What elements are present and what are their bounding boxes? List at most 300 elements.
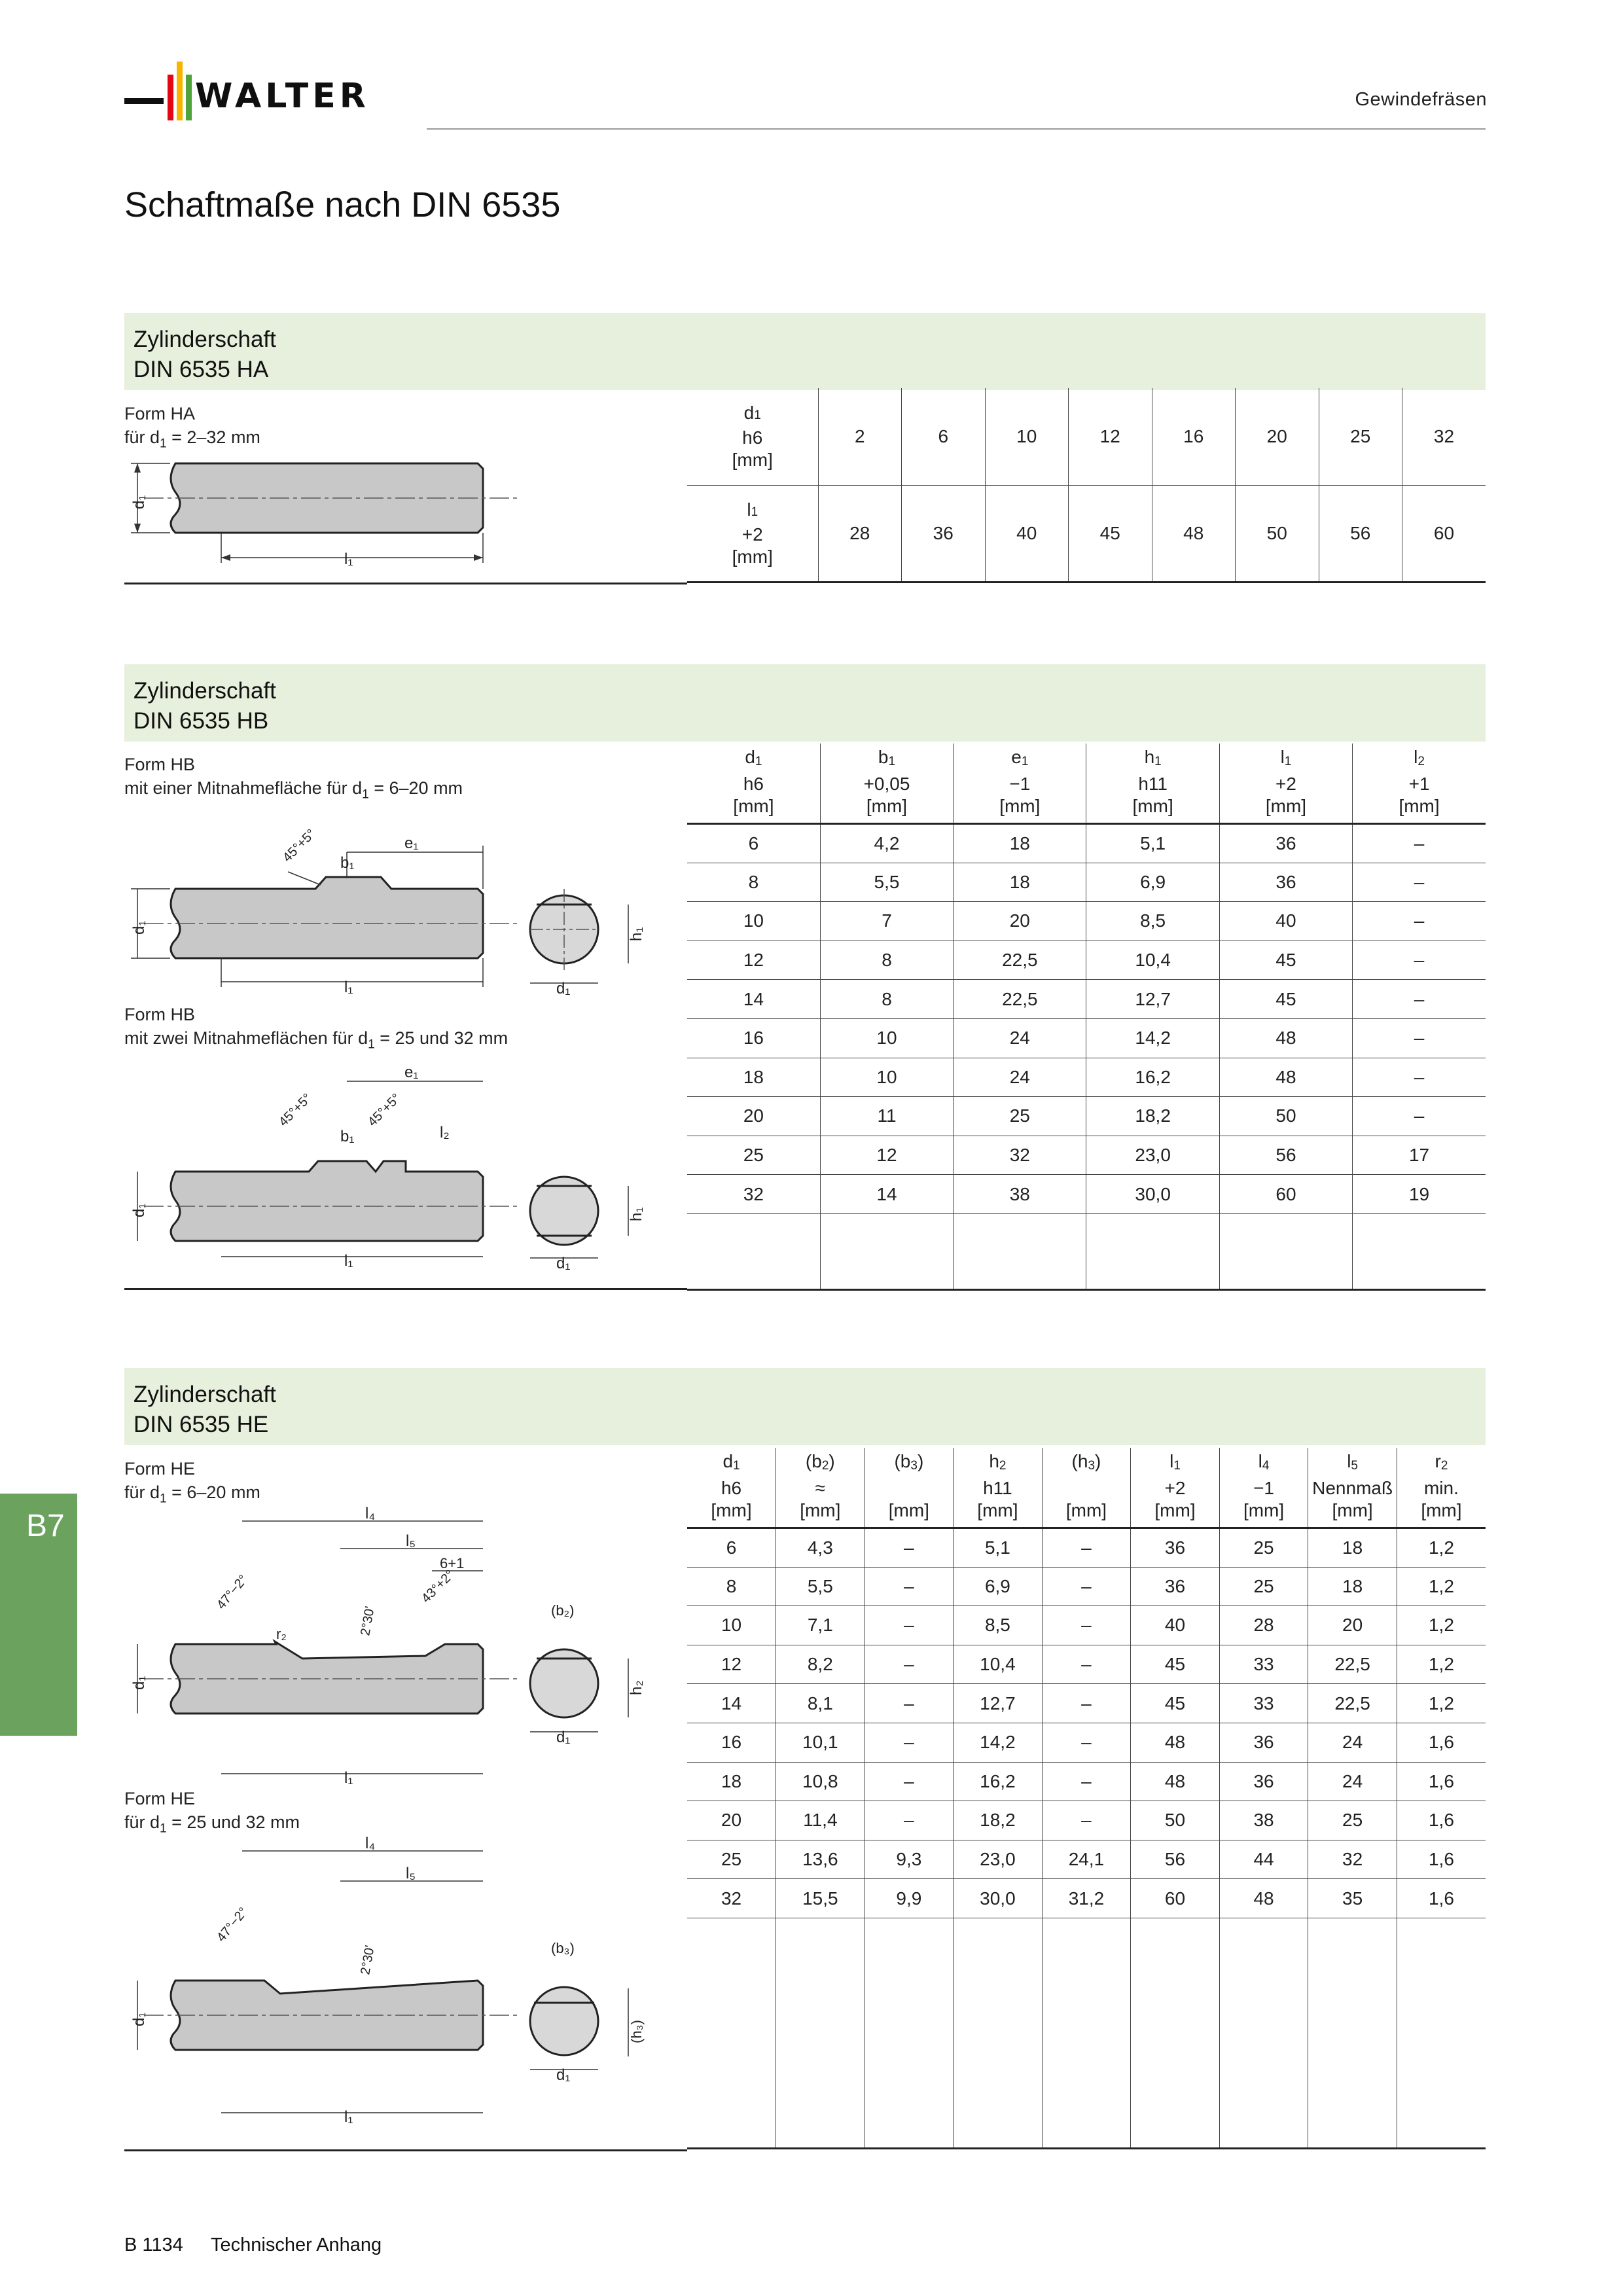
form-hb2-label <box>124 1003 508 1056</box>
table-cell: 36 <box>1219 824 1352 863</box>
form-he2-note: für $d_1 = 25$ und 32 mm <box>124 1812 300 1836</box>
hb2-shank-drawing <box>124 1062 661 1271</box>
table-row <box>687 1097 1486 1136</box>
form-ha-label <box>124 402 260 456</box>
table-cell-empty <box>865 1918 954 2148</box>
table-row <box>687 1840 1486 1879</box>
table-cell: 33 <box>1219 1684 1308 1723</box>
column-header: l1 +2 [mm] <box>1131 1448 1220 1528</box>
form-he2-name: Form HE <box>124 1789 195 1808</box>
column-header: l1 +2 [mm] <box>1219 744 1352 824</box>
table-cell: 18 <box>687 1058 820 1097</box>
table-cell: 36 <box>902 485 986 582</box>
svg-text:l₁: l₁ <box>344 978 353 996</box>
svg-text:d₁: d₁ <box>556 2066 571 2084</box>
table-cell: 8,5 <box>1086 902 1219 941</box>
svg-text:2°30': 2°30' <box>358 1944 378 1976</box>
svg-text:d₁: d₁ <box>130 1676 148 1690</box>
table-cell: 8 <box>687 863 820 902</box>
table-cell: 45 <box>1131 1684 1220 1723</box>
table-filler-row <box>687 1918 1486 2148</box>
svg-text:6+1: 6+1 <box>440 1555 465 1571</box>
he-bottom-rule <box>124 2149 687 2151</box>
walter-logo <box>124 60 406 132</box>
table-cell: 40 <box>1219 902 1352 941</box>
form-hb1-label <box>124 753 463 806</box>
table-cell: 36 <box>1131 1528 1220 1568</box>
svg-text:l₁: l₁ <box>344 1252 353 1270</box>
table-cell: 38 <box>954 1175 1086 1214</box>
table-cell: – <box>865 1684 954 1723</box>
chapter-tab-label: B7 <box>26 1509 65 1543</box>
table-cell: 10 <box>985 388 1069 485</box>
table-cell: – <box>1042 1801 1131 1840</box>
table-cell: 22,5 <box>1308 1645 1397 1684</box>
table-cell: 16 <box>1152 388 1236 485</box>
table-cell: 25 <box>687 1136 820 1175</box>
column-header: l2 +1 [mm] <box>1353 744 1486 824</box>
table-cell: 12 <box>687 941 820 980</box>
svg-text:d₁: d₁ <box>130 1203 148 1217</box>
table-cell: 14,2 <box>1086 1018 1219 1058</box>
table-cell: 12,7 <box>954 1684 1043 1723</box>
table-cell: 28 <box>818 485 902 582</box>
section-ha-title-line2: DIN 6535 HA <box>134 357 269 382</box>
column-header: l5 Nennmaß [mm] <box>1308 1448 1397 1528</box>
table-cell: 8,2 <box>776 1645 865 1684</box>
table-cell: 10,1 <box>776 1723 865 1762</box>
table-cell-empty <box>1219 1213 1352 1289</box>
table-row <box>687 824 1486 863</box>
table-cell: 25 <box>687 1840 776 1879</box>
svg-text:d₁: d₁ <box>130 2012 148 2026</box>
table-cell: 36 <box>1219 863 1352 902</box>
table-cell: 16 <box>687 1723 776 1762</box>
svg-text:d₁: d₁ <box>556 980 571 997</box>
form-hb1-name: Form HB <box>124 755 195 774</box>
table-cell: – <box>1353 980 1486 1019</box>
table-cell: 40 <box>985 485 1069 582</box>
page-title: Schaftmaße nach DIN 6535 <box>124 185 561 224</box>
svg-text:b₁: b₁ <box>340 1128 355 1145</box>
table-cell: – <box>1042 1645 1131 1684</box>
table-cell: 45 <box>1131 1645 1220 1684</box>
table-cell: 24 <box>1308 1723 1397 1762</box>
footer-section-title: Technischer Anhang <box>211 2234 382 2255</box>
form-he1-name: Form HE <box>124 1459 195 1479</box>
table-cell: – <box>1353 1018 1486 1058</box>
table-row <box>687 1606 1486 1645</box>
table-cell: 60 <box>1402 485 1486 582</box>
column-header: (b3) [mm] <box>865 1448 954 1528</box>
table-cell: 36 <box>1219 1723 1308 1762</box>
table-cell: 30,0 <box>954 1879 1043 1918</box>
table-row <box>687 1684 1486 1723</box>
table-cell: – <box>1042 1567 1131 1606</box>
table-cell: 32 <box>1308 1840 1397 1879</box>
hb-table-body <box>687 824 1486 1290</box>
footer-page-number: B 1134 <box>124 2234 183 2255</box>
table-row <box>687 1723 1486 1762</box>
table-cell: 36 <box>1219 1762 1308 1801</box>
table-cell-empty <box>687 1918 776 2148</box>
table-cell: 50 <box>1236 485 1319 582</box>
table-cell-empty <box>1397 1918 1486 2148</box>
table-cell: 1,6 <box>1397 1840 1486 1879</box>
table-cell: – <box>1353 941 1486 980</box>
table-cell: 10,4 <box>954 1645 1043 1684</box>
column-header: d1 h6 [mm] <box>687 1448 776 1528</box>
table-cell: 1,6 <box>1397 1723 1486 1762</box>
svg-text:l₅: l₅ <box>406 1865 416 1882</box>
table-row <box>687 941 1486 980</box>
table-cell: 24 <box>954 1058 1086 1097</box>
table-cell: 25 <box>1219 1567 1308 1606</box>
svg-text:e₁: e₁ <box>404 1064 419 1081</box>
table-cell-empty <box>687 1213 820 1289</box>
table-cell: – <box>1042 1684 1131 1723</box>
form-hb1-note: mit einer Mitnahmefläche für $d_1 = 6-20$ mm <box>124 778 463 802</box>
table-filler-row <box>687 1213 1486 1289</box>
chapter-tab <box>0 1494 77 1736</box>
table-cell: 1,6 <box>1397 1801 1486 1840</box>
table-cell: – <box>1042 1606 1131 1645</box>
svg-text:l₅: l₅ <box>406 1532 416 1550</box>
table-cell: – <box>1353 1097 1486 1136</box>
form-he1-note: für $d_1 = 6-20$ mm <box>124 1482 260 1506</box>
table-cell: 48 <box>1131 1762 1220 1801</box>
table-cell: 25 <box>1319 388 1402 485</box>
table-cell: – <box>865 1606 954 1645</box>
svg-text:47°−2°: 47°−2° <box>213 1905 251 1945</box>
svg-text:e₁: e₁ <box>404 834 419 852</box>
table-cell: 56 <box>1219 1136 1352 1175</box>
table-cell: 20 <box>954 902 1086 941</box>
header-category: Gewindefräsen <box>1355 89 1487 110</box>
hb-bottom-rule <box>124 1288 687 1290</box>
table-cell: 18 <box>954 863 1086 902</box>
table-cell: 25 <box>1219 1528 1308 1568</box>
table-row <box>687 1645 1486 1684</box>
table-cell: 8,5 <box>954 1606 1043 1645</box>
ha-shank-drawing <box>124 452 543 576</box>
form-ha-note: für $d_1 = 2-32$ mm <box>124 427 260 451</box>
he1-shank-drawing <box>124 1499 661 1793</box>
section-ha-title-line1: Zylinderschaft <box>134 327 276 352</box>
svg-text:h₁: h₁ <box>628 927 645 941</box>
table-cell: 24,1 <box>1042 1840 1131 1879</box>
svg-text:l₂: l₂ <box>440 1124 450 1141</box>
table-cell-empty <box>1131 1918 1220 2148</box>
table-cell: – <box>1042 1723 1131 1762</box>
svg-text:WALTER: WALTER <box>195 77 370 116</box>
table-cell: 19 <box>1353 1175 1486 1214</box>
svg-text:l₄: l₄ <box>365 1835 376 1852</box>
table-cell: 56 <box>1319 485 1402 582</box>
table-cell: 5,5 <box>776 1567 865 1606</box>
table-cell: 9,9 <box>865 1879 954 1918</box>
column-header: l4 −1 [mm] <box>1219 1448 1308 1528</box>
table-cell: 5,1 <box>1086 824 1219 863</box>
table-cell: 18,2 <box>1086 1097 1219 1136</box>
table-cell: 22,5 <box>954 980 1086 1019</box>
table-cell: 14 <box>687 980 820 1019</box>
hb-header-row <box>687 744 1486 824</box>
table-cell: 50 <box>1131 1801 1220 1840</box>
table-cell: 14 <box>687 1684 776 1723</box>
table-cell: 48 <box>1219 1018 1352 1058</box>
svg-text:r₂: r₂ <box>276 1626 287 1642</box>
table-cell: 45 <box>1069 485 1152 582</box>
table-cell-empty <box>1308 1918 1397 2148</box>
column-header: r2 min. [mm] <box>1397 1448 1486 1528</box>
table-cell: 20 <box>687 1801 776 1840</box>
table-cell: 14,2 <box>954 1723 1043 1762</box>
table-cell: 1,2 <box>1397 1528 1486 1568</box>
ha-row-header: l1 +2 [mm] <box>687 485 818 582</box>
table-cell-empty <box>954 1918 1043 2148</box>
table-cell: – <box>1353 902 1486 941</box>
table-cell-empty <box>1086 1213 1219 1289</box>
ha-table <box>687 388 1486 583</box>
table-cell: 1,2 <box>1397 1606 1486 1645</box>
table-cell: 18 <box>1308 1528 1397 1568</box>
table-cell: 14 <box>820 1175 953 1214</box>
table-cell-empty <box>776 1918 865 2148</box>
column-header: h2 h11 [mm] <box>954 1448 1043 1528</box>
table-cell: 60 <box>1131 1879 1220 1918</box>
table-cell: 22,5 <box>954 941 1086 980</box>
table-cell: 32 <box>687 1175 820 1214</box>
table-cell: – <box>1353 824 1486 863</box>
table-cell: 8 <box>820 941 953 980</box>
hb1-shank-drawing <box>124 826 661 1009</box>
column-header: (h3) [mm] <box>1042 1448 1131 1528</box>
table-cell: 25 <box>954 1097 1086 1136</box>
table-cell: 7 <box>820 902 953 941</box>
table-cell: – <box>865 1567 954 1606</box>
table-cell: 12,7 <box>1086 980 1219 1019</box>
svg-text:45°+5°: 45°+5° <box>365 1090 404 1130</box>
table-cell: 10 <box>820 1058 953 1097</box>
table-cell: 17 <box>1353 1136 1486 1175</box>
table-cell: 23,0 <box>1086 1136 1219 1175</box>
table-cell: 25 <box>1308 1801 1397 1840</box>
header-rule <box>427 128 1486 130</box>
table-row <box>687 1058 1486 1097</box>
section-he-header <box>124 1368 1486 1445</box>
table-cell: 6,9 <box>954 1567 1043 1606</box>
svg-text:d₁: d₁ <box>556 1729 571 1746</box>
table-cell: 30,0 <box>1086 1175 1219 1214</box>
table-cell: 20 <box>1308 1606 1397 1645</box>
he-table <box>687 1448 1486 2149</box>
table-cell: 12 <box>687 1645 776 1684</box>
he2-shank-drawing <box>124 1831 661 2126</box>
table-cell: 18 <box>687 1762 776 1801</box>
table-cell: 48 <box>1219 1879 1308 1918</box>
table-cell: 8 <box>687 1567 776 1606</box>
form-hb2-note: mit zwei Mitnahmeflächen für $d_1 = 25$ und 32 mm <box>124 1028 508 1052</box>
table-cell: – <box>865 1645 954 1684</box>
table-cell: 5,5 <box>820 863 953 902</box>
table-cell: – <box>1042 1528 1131 1568</box>
svg-text:h₂: h₂ <box>628 1680 645 1695</box>
svg-text:45°+5°: 45°+5° <box>276 1090 315 1130</box>
table-cell: 6,9 <box>1086 863 1219 902</box>
ha-bottom-rule <box>124 583 687 584</box>
table-cell: 1,6 <box>1397 1879 1486 1918</box>
svg-text:h₁: h₁ <box>628 1207 645 1221</box>
table-cell: – <box>865 1528 954 1568</box>
table-cell: – <box>1042 1762 1131 1801</box>
hb-table <box>687 744 1486 1291</box>
table-cell: 8 <box>820 980 953 1019</box>
column-header: e1 −1 [mm] <box>954 744 1086 824</box>
table-row <box>687 863 1486 902</box>
column-header: b1 +0,05 [mm] <box>820 744 953 824</box>
table-cell: 22,5 <box>1308 1684 1397 1723</box>
table-cell: 24 <box>1308 1762 1397 1801</box>
table-cell: 10 <box>687 1606 776 1645</box>
table-cell: 18,2 <box>954 1801 1043 1840</box>
table-cell: 1,2 <box>1397 1567 1486 1606</box>
table-cell: 56 <box>1131 1840 1220 1879</box>
table-cell-empty <box>1042 1918 1131 2148</box>
table-row <box>687 980 1486 1019</box>
table-cell: 16 <box>687 1018 820 1058</box>
table-row <box>687 902 1486 941</box>
table-cell: 10 <box>687 902 820 941</box>
table-cell: 1,6 <box>1397 1762 1486 1801</box>
table-cell: 2 <box>818 388 902 485</box>
svg-text:l₁: l₁ <box>344 550 353 568</box>
table-cell: 5,1 <box>954 1528 1043 1568</box>
table-cell: 18 <box>954 824 1086 863</box>
svg-text:2°30': 2°30' <box>358 1605 378 1637</box>
table-cell: 38 <box>1219 1801 1308 1840</box>
table-cell: 9,3 <box>865 1840 954 1879</box>
column-header: d1 h6 [mm] <box>687 744 820 824</box>
table-cell: 1,2 <box>1397 1684 1486 1723</box>
section-hb-title-line2: DIN 6535 HB <box>134 708 269 734</box>
table-cell: 6 <box>902 388 986 485</box>
table-cell: 11 <box>820 1097 953 1136</box>
table-cell: 28 <box>1219 1606 1308 1645</box>
table-cell: 18 <box>1308 1567 1397 1606</box>
table-cell: 36 <box>1131 1567 1220 1606</box>
svg-text:l₁: l₁ <box>344 2108 353 2126</box>
svg-text:d₁: d₁ <box>130 920 148 935</box>
table-cell: 60 <box>1219 1175 1352 1214</box>
table-cell: 8,1 <box>776 1684 865 1723</box>
table-cell: 31,2 <box>1042 1879 1131 1918</box>
table-cell: 10 <box>820 1018 953 1058</box>
svg-text:l₄: l₄ <box>365 1505 376 1522</box>
column-header: h1 h11 [mm] <box>1086 744 1219 824</box>
table-cell: 13,6 <box>776 1840 865 1879</box>
table-cell: 20 <box>687 1097 820 1136</box>
table-cell: 40 <box>1131 1606 1220 1645</box>
ha-row-l1 <box>687 485 1486 582</box>
table-cell: 10,8 <box>776 1762 865 1801</box>
table-cell: – <box>865 1801 954 1840</box>
form-hb2-name: Form HB <box>124 1005 195 1024</box>
table-cell: 11,4 <box>776 1801 865 1840</box>
table-cell: 48 <box>1131 1723 1220 1762</box>
svg-text:43°+2°: 43°+2° <box>418 1567 457 1606</box>
table-cell: 24 <box>954 1018 1086 1058</box>
svg-text:(b₂): (b₂) <box>551 1602 575 1619</box>
ha-row-d1 <box>687 388 1486 485</box>
table-cell: 6 <box>687 824 820 863</box>
svg-text:d₁: d₁ <box>130 495 148 509</box>
section-he-title-line1: Zylinderschaft <box>134 1382 276 1407</box>
table-cell: 33 <box>1219 1645 1308 1684</box>
table-cell: 1,2 <box>1397 1645 1486 1684</box>
svg-text:(b₃): (b₃) <box>551 1940 575 1956</box>
table-row <box>687 1018 1486 1058</box>
table-cell: 20 <box>1236 388 1319 485</box>
table-cell: 32 <box>954 1136 1086 1175</box>
table-cell: 48 <box>1152 485 1236 582</box>
table-cell: 4,2 <box>820 824 953 863</box>
ha-row-header: d1 h6 [mm] <box>687 388 818 485</box>
table-cell: 7,1 <box>776 1606 865 1645</box>
table-cell: 15,5 <box>776 1879 865 1918</box>
table-cell: 12 <box>820 1136 953 1175</box>
he-header-row <box>687 1448 1486 1528</box>
section-ha-header <box>124 313 1486 390</box>
table-row <box>687 1567 1486 1606</box>
table-cell-empty <box>1353 1213 1486 1289</box>
table-cell: 6 <box>687 1528 776 1568</box>
section-hb-title-line1: Zylinderschaft <box>134 678 276 704</box>
table-cell: 10,4 <box>1086 941 1219 980</box>
section-hb-header <box>124 664 1486 742</box>
table-cell: 16,2 <box>954 1762 1043 1801</box>
svg-text:b₁: b₁ <box>340 854 355 872</box>
svg-text:45°+5°: 45°+5° <box>279 826 319 865</box>
table-cell: 45 <box>1219 980 1352 1019</box>
table-cell: 45 <box>1219 941 1352 980</box>
table-cell: 48 <box>1219 1058 1352 1097</box>
section-he-title-line2: DIN 6535 HE <box>134 1412 269 1437</box>
table-cell: – <box>1353 1058 1486 1097</box>
table-cell: – <box>1353 863 1486 902</box>
form-ha-name: Form HA <box>124 404 195 423</box>
table-cell-empty <box>1219 1918 1308 2148</box>
table-cell: 32 <box>1402 388 1486 485</box>
table-row <box>687 1136 1486 1175</box>
table-row <box>687 1801 1486 1840</box>
table-cell: – <box>865 1762 954 1801</box>
table-cell: – <box>865 1723 954 1762</box>
column-header: (b2) ≈ [mm] <box>776 1448 865 1528</box>
svg-text:l₁: l₁ <box>344 1769 353 1787</box>
svg-text:d₁: d₁ <box>556 1255 571 1271</box>
table-cell-empty <box>820 1213 953 1289</box>
table-row <box>687 1762 1486 1801</box>
svg-text:(h₃): (h₃) <box>628 2020 645 2043</box>
table-cell: 35 <box>1308 1879 1397 1918</box>
table-cell: 50 <box>1219 1097 1352 1136</box>
table-cell: 12 <box>1069 388 1152 485</box>
svg-text:47°−2°: 47°−2° <box>213 1572 251 1613</box>
table-cell: 16,2 <box>1086 1058 1219 1097</box>
table-row <box>687 1879 1486 1918</box>
table-cell: 4,3 <box>776 1528 865 1568</box>
